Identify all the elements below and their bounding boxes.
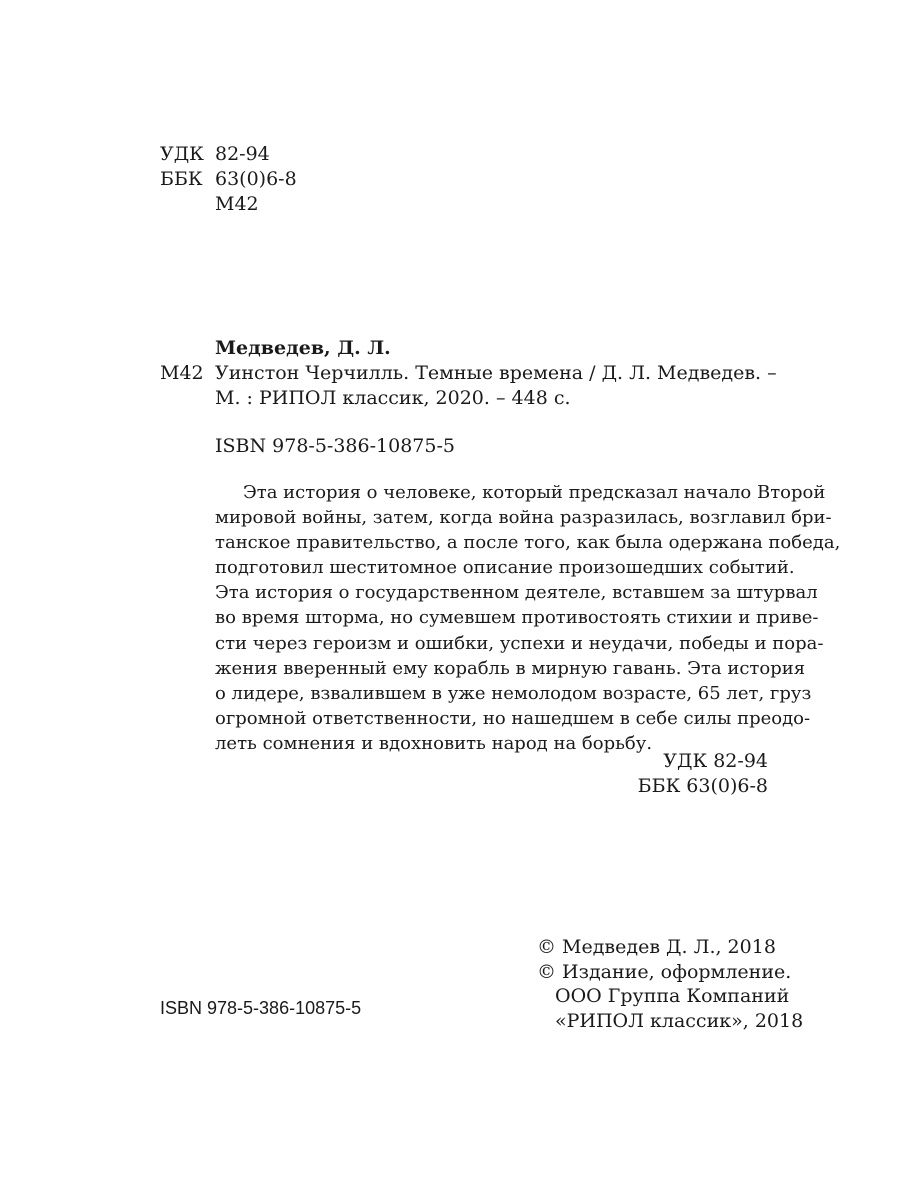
bbk-value: 63(0)6-8 xyxy=(215,168,297,190)
publisher-line-1: ООО Группа Компаний xyxy=(555,985,790,1007)
author-mark-record: М42 xyxy=(160,362,204,384)
imprint-line: М. : РИПОЛ классик, 2020. – 448 с. xyxy=(215,387,571,409)
abstract-line: танское правительство, а после того, как была одержана победа, xyxy=(215,532,841,554)
abstract-line: леть сомнения и вдохновить народ на борьбу. xyxy=(215,732,653,754)
copyright-edition: © Издание, оформление. xyxy=(537,960,792,983)
isbn-record: ISBN 978-5-386-10875-5 xyxy=(215,435,455,457)
abstract-line: подготовил шеститомное описание произошедших событий. xyxy=(215,557,795,579)
publisher-line-2: «РИПОЛ классик», 2018 xyxy=(555,1009,804,1032)
abstract-line: жения вверенный ему корабль в мирную гавань. Эта история xyxy=(215,657,806,679)
udk-value: 82-94 xyxy=(215,143,270,165)
bbk-repeat: ББК 63(0)6-8 xyxy=(637,775,768,797)
abstract-line: огромной ответственности, но нашедшем в себе силы преодо- xyxy=(215,707,811,729)
isbn-footer: ISBN 978-5-386-10875-5 xyxy=(160,998,362,1018)
copyright-author: © Медведев Д. Л., 2018 xyxy=(537,936,776,958)
abstract-line: мировой войны, затем, когда война разразилась, возглавил бри- xyxy=(215,507,832,529)
title-line: Уинстон Черчилль. Темные времена / Д. Л. Медведев. – xyxy=(215,362,777,384)
udk-label: УДК xyxy=(160,143,204,165)
author-heading: Медведев, Д. Л. xyxy=(215,337,391,359)
abstract-line: Эта история о человеке, который предсказал начало Второй xyxy=(243,482,826,503)
author-mark-top: М42 xyxy=(215,193,259,215)
abstract-paragraph xyxy=(215,480,841,756)
abstract-line: во время шторма, но сумевшем противостоять стихии и приве- xyxy=(215,607,819,629)
abstract-line: о лидере, взвалившем в уже немолодом возрасте, 65 лет, груз xyxy=(215,682,812,704)
copyright-block xyxy=(537,935,803,1033)
abstract-line: сти через героизм и ошибки, успехи и неудачи, победы и пора- xyxy=(215,632,824,654)
bbk-label: ББК xyxy=(160,168,203,190)
udk-repeat: УДК 82-94 xyxy=(663,750,768,772)
abstract-line: Эта история о государственном деятеле, вставшем за штурвал xyxy=(215,582,818,604)
